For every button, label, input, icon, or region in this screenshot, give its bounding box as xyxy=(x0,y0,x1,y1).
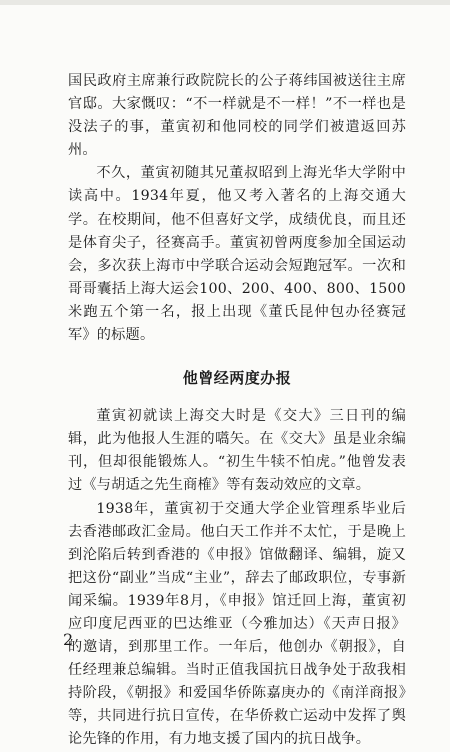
section-heading: 他曾经两度办报 xyxy=(182,369,292,388)
paragraph-high-school: 不久，董寅初随其兄董叔昭到上海光华大学附中读高中。1934年夏，他又考入著名的上海交通大学。在校期间，他不但喜好文学，成绩优良，而且还是体育尖子，径赛高手。董寅初曾两度参加全国运动会，多次获上海市中学联合运动会短跑冠军。一次和哥哥囊括上海大运会100、200、400、800、1500米跑五个第一名，报上出现《董氏昆仲包办径赛冠军》的标题。 xyxy=(68,165,406,344)
page-content xyxy=(68,70,406,752)
page-top-edge xyxy=(0,0,450,5)
paragraph-newspaper-career: 1938年，董寅初于交通大学企业管理系毕业后去香港邮政汇金局。他白天工作并不太忙，于是晚上到沦陷后转到香港的《申报》馆做翻译、编辑，旋又把这份“副业”当成“主业”，辞去了邮政职位，专事新闻采编。1939年8月，《申报》馆迁回上海，董寅初应印度尼西亚的巴达维亚（今雅加达）《天声日报》的邀请，到那里工作。一年后，他创办《朝报》，自任经理兼总编辑。当时正值我国抗日战争处于敌我相持阶段，《朝报》和爱国华侨陈嘉庚办的《南洋商报》等，共同进行抗日宣传，在华侨救亡运动中发挥了舆论先锋的作用，有力地支援了国内的抗日战争。 xyxy=(68,500,406,748)
paragraph-jiaoda-editor: 董寅初就读上海交大时是《交大》三日刊的编辑，此为他报人生涯的嚆矢。在《交大》虽是业余编刊，但却很能锻炼人。“初生牛犊不怕虎。”他曾发表过《与胡适之先生商榷》等有轰动效应的文章。 xyxy=(68,408,406,494)
paragraph-continued: 国民政府主席兼行政院院长的公子蒋纬国被送往主席官邸。大家慨叹：“不一样就是不一样！”不一样也是没法子的事，董寅初和他同校的同学们被遣返回苏州。 xyxy=(68,73,406,159)
page-number: 2 xyxy=(63,630,74,649)
